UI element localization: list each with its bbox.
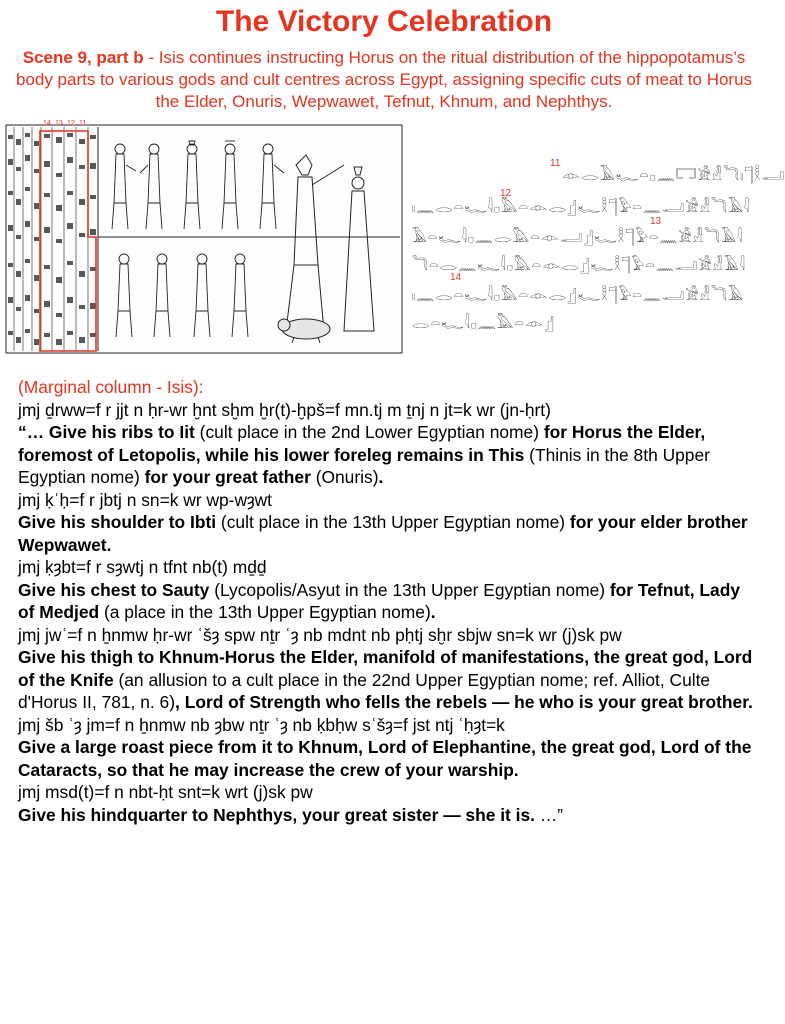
scene-label: Scene 9, part b <box>22 48 144 67</box>
hieroglyph-line: 𓏤𓈖𓂋𓏏𓆑𓇋𓊪𓅓𓏏𓁹𓂋𓊨𓆑𓎛𓊹𓅱𓏏𓈖𓂝𓀀𓁐𓆓𓄿𓇋 <box>412 198 751 216</box>
column-number: 13 <box>55 120 63 127</box>
transliteration: jmj ḳȝbt=f r sȝwtj n tfnt nb(t) mḏḏ <box>18 557 267 577</box>
transliteration: jmj šb ʿȝ jm=f n ẖnmw nb ȝbw nṯr ʿȝ nb ḳbḥw sʿšȝ=f jst ntj ʿḥȝt=k <box>18 714 505 735</box>
scene-description: - Isis continues instructing Horus on the ritual distribution of the hippopotamus’s body parts to various gods and cult centres across Egypt, assigning specific cuts of meat to Horus the Elder, Onuris, Wepwawet, Tefnut, Khnum, and Nephthys. <box>15 48 753 111</box>
transliteration: jmj ḏrww=f r jjt n ḥr-wr ḫnt sḫm ḫr(t)-ḫpš=f mn.tj m ṯnj n jt=k wr (jn-ḥrt) <box>18 399 551 420</box>
scene-subtitle <box>6 47 762 113</box>
line-number: 11 <box>550 158 561 169</box>
temple-relief-drawing <box>6 125 402 353</box>
column-number: 14 <box>43 120 51 127</box>
marginal-column-label: (Marginal column - Isis): <box>18 377 204 397</box>
transliteration: jmj msd(t)=f n nbt-ḥt snt=k wrt (j)sk pw <box>18 782 313 802</box>
hieroglyph-line: 𓁹𓂋𓄿𓆑𓏏𓊪𓈖𓉐𓀀𓁐𓆓𓏤𓊹𓎛𓂝 <box>562 166 785 184</box>
translation: Give his shoulder to Ibti (cult place in the 13th Upper Egyptian nome) for your elder brother Wepwawet. <box>18 512 748 555</box>
line-number: 13 <box>650 216 662 227</box>
translation-text <box>18 376 756 826</box>
column-number: 12 <box>67 120 75 127</box>
translation: “… Give his ribs to Iit (cult place in the 2nd Lower Egyptian nome) for Horus the Elder, foremost of Letopolis, while his lower foreleg remains in This (Thinis in the 8th Upper Egyptian nome) for your great father (Onuris). <box>18 422 710 487</box>
transliteration: jmj jwʿ=f n ẖnmw ḥr-wr ʿšȝ spw nṯr ʿȝ nb mdnt nb pḥtj sḫr sbjw sn=k wr (j)sk pw <box>18 624 622 645</box>
column-number: 11 <box>79 120 87 127</box>
page-title: The Victory Celebration <box>215 5 553 38</box>
hieroglyph-line: 𓂋𓏏𓆑𓇋𓊪𓈖𓅓𓏏𓁹𓊨 <box>412 314 555 332</box>
hieroglyph-text-block <box>412 150 785 335</box>
translation: Give his chest to Sauty (Lycopolis/Asyut in the 13th Upper Egyptian nome) for Tefnut, Lady of Medjed (a place in the 13th Upper Egyptian nome). <box>18 579 740 622</box>
translation: Give his thigh to Khnum-Horus the Elder, manifold of manifestations, the great god, Lord of the Knife (an allusion to a cult place in the 22nd Upper Egyptian nome; ref. Alliot, Culte d'Horus II, 781, n. 6), Lord of Strength who fells the rebels — he who is your great brother. <box>18 647 753 712</box>
translation: Give his hindquarter to Nephthys, your great sister — she it is. …” <box>18 804 564 825</box>
line-number: 14 <box>450 272 462 283</box>
hieroglyph-line: 𓏤𓈖𓂋𓏏𓆑𓇋𓊪𓅓𓏏𓁹𓂋𓊨𓆑𓎛𓊹𓅱𓏏𓈖𓂝𓀀𓁐𓆓𓄿 <box>412 286 744 304</box>
transliteration: jmj ḳʿḥ=f r jbtj n sn=k wr wp-wȝwt <box>18 489 273 510</box>
hieroglyph-line: 𓆓𓏏𓂋𓈖𓆑𓇋𓊪𓅓𓏏𓁹𓂋𓊨𓆑𓎛𓊹𓅱𓏏𓈖𓂝𓀀𓁐𓄿𓇋 <box>412 256 746 274</box>
translation: Give a large roast piece from it to Khnum, Lord of Elephantine, the great god, Lord of the Cataracts, so that he may increase the crew of your warship. <box>18 737 752 780</box>
hieroglyph-line: 𓄿𓏏𓆑𓇋𓊪𓈖𓂋𓅓𓏏𓁹𓂝𓊨𓆑𓎛𓊹𓅱𓏏𓈖𓀀𓁐𓆓𓄿𓇋 <box>412 228 743 246</box>
line-number: 12 <box>500 188 512 199</box>
